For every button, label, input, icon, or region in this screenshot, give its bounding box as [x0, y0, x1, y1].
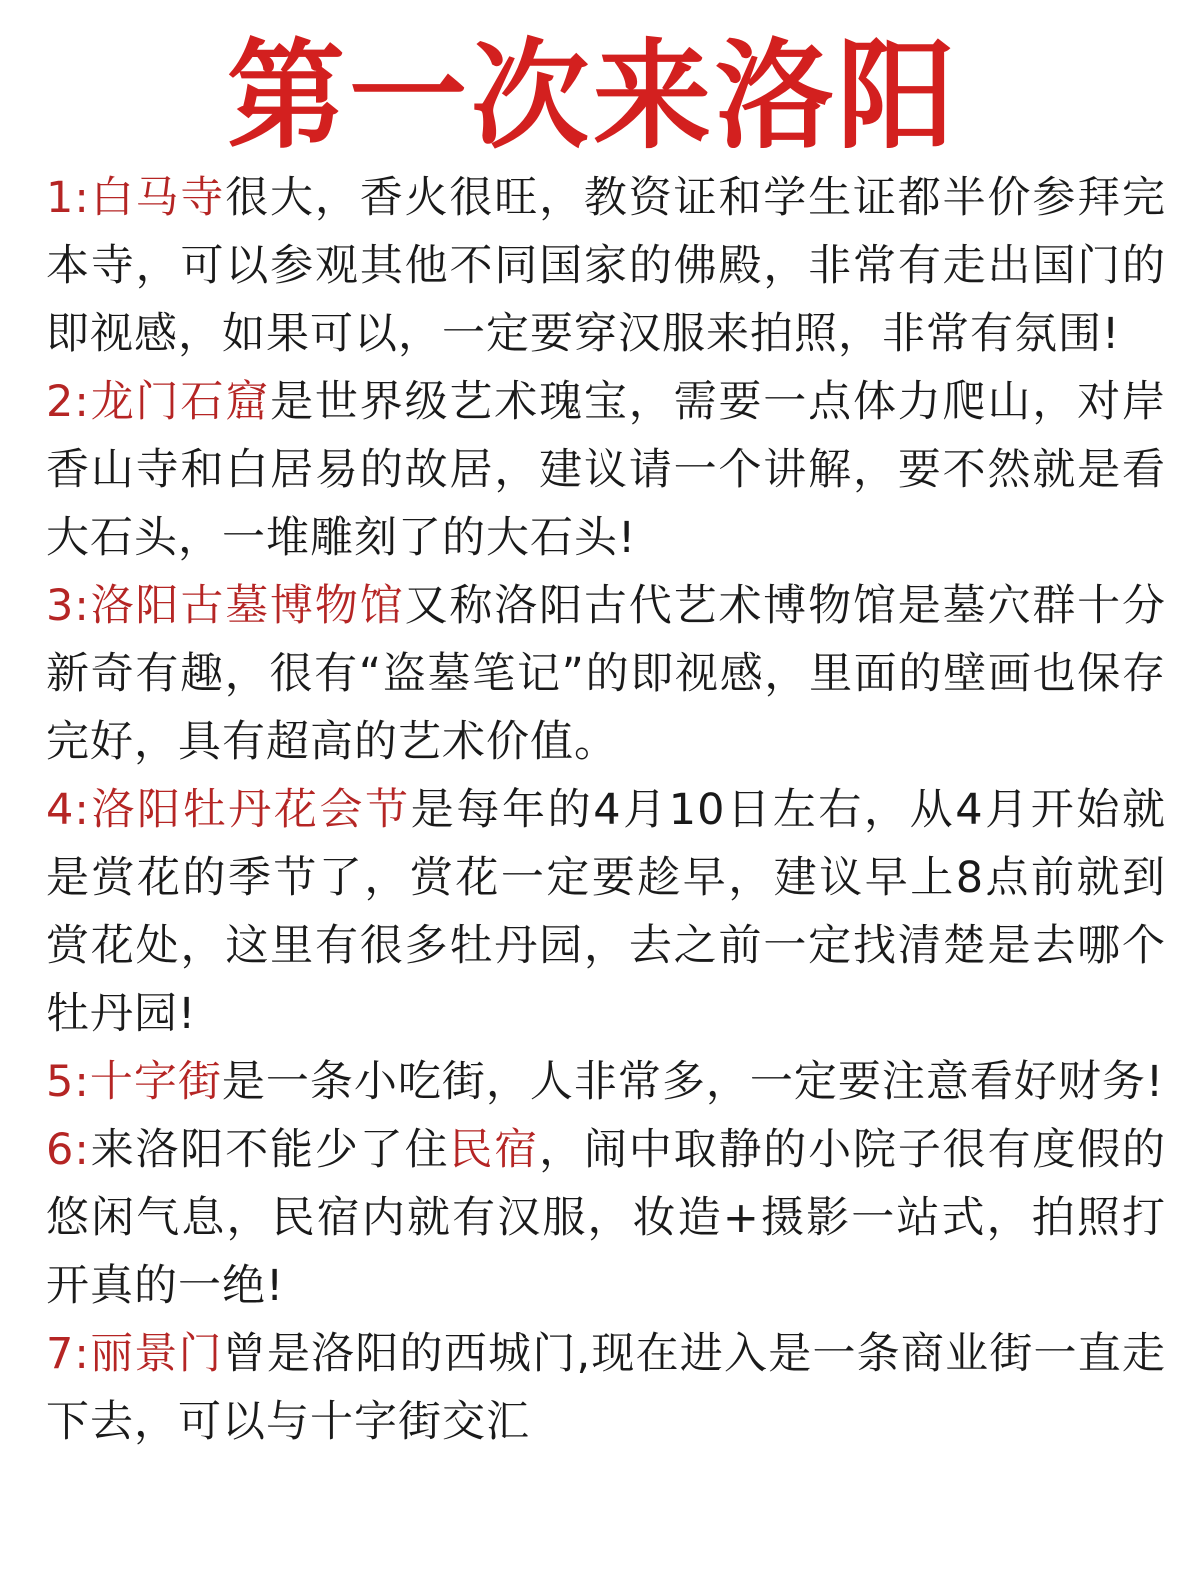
item-number: 4: — [46, 785, 90, 835]
item-text: 是世界级艺术瑰宝，需要一点体力爬山，对岸香山寺和白居易的故居，建议请一个讲解，要不然就是看大石头，一堆雕刻了的大石头! — [46, 377, 1167, 563]
item-text: 是一条小吃街，人非常多，一定要注意看好财务! — [221, 1057, 1165, 1107]
item-highlight: 洛阳牡丹花会节 — [89, 785, 411, 835]
item-highlight: 十字街 — [89, 1057, 222, 1107]
list-item — [46, 572, 1166, 776]
item-highlight: 白马寺 — [89, 173, 226, 223]
item-number: 7: — [46, 1329, 90, 1379]
item-text: 很大，香火很旺，教资证和学生证都半价参拜完本寺，可以参观其他不同国家的佛殿，非常有走出国门的即视感，如果可以，一定要穿汉服来拍照，非常有氛围! — [46, 173, 1167, 359]
item-intro: 来洛阳不能少了住 — [89, 1125, 450, 1175]
item-text: 又称洛阳古代艺术博物馆是墓穴群十分新奇有趣，很有“盗墓笔记”的即视感，里面的壁画也保存完好，具有超高的艺术价值。 — [46, 581, 1167, 767]
item-highlight: 洛阳古墓博物馆 — [89, 581, 405, 631]
item-highlight: 龙门石窟 — [89, 377, 271, 427]
tips-list — [46, 164, 1166, 1456]
page-title: 第一次来洛阳 — [226, 27, 959, 165]
item-number: 6: — [46, 1125, 90, 1175]
list-item — [46, 164, 1166, 368]
item-text: 曾是洛阳的西城门,现在进入是一条商业街一直走下去，可以与十字街交汇 — [46, 1329, 1166, 1447]
list-item — [46, 1320, 1166, 1456]
item-number: 5: — [46, 1057, 90, 1107]
item-text: ，闹中取静的小院子很有度假的悠闲气息，民宿内就有汉服，妆造+摄影一站式，拍照打开真的一绝! — [46, 1125, 1167, 1311]
list-item — [46, 776, 1166, 1048]
item-number: 3: — [46, 581, 90, 631]
item-highlight: 民宿 — [449, 1125, 540, 1175]
list-item — [46, 368, 1166, 572]
list-item — [46, 1116, 1166, 1320]
item-number: 2: — [46, 377, 90, 427]
item-number: 1: — [46, 173, 90, 223]
list-item — [46, 1048, 1166, 1116]
item-highlight: 丽景门 — [89, 1329, 223, 1379]
item-text: 是每年的4月10日左右，从4月开始就是赏花的季节了，赏花一定要趁早，建议早上8点前就到赏花处，这里有很多牡丹园，去之前一定找清楚是去哪个牡丹园! — [46, 785, 1166, 1039]
